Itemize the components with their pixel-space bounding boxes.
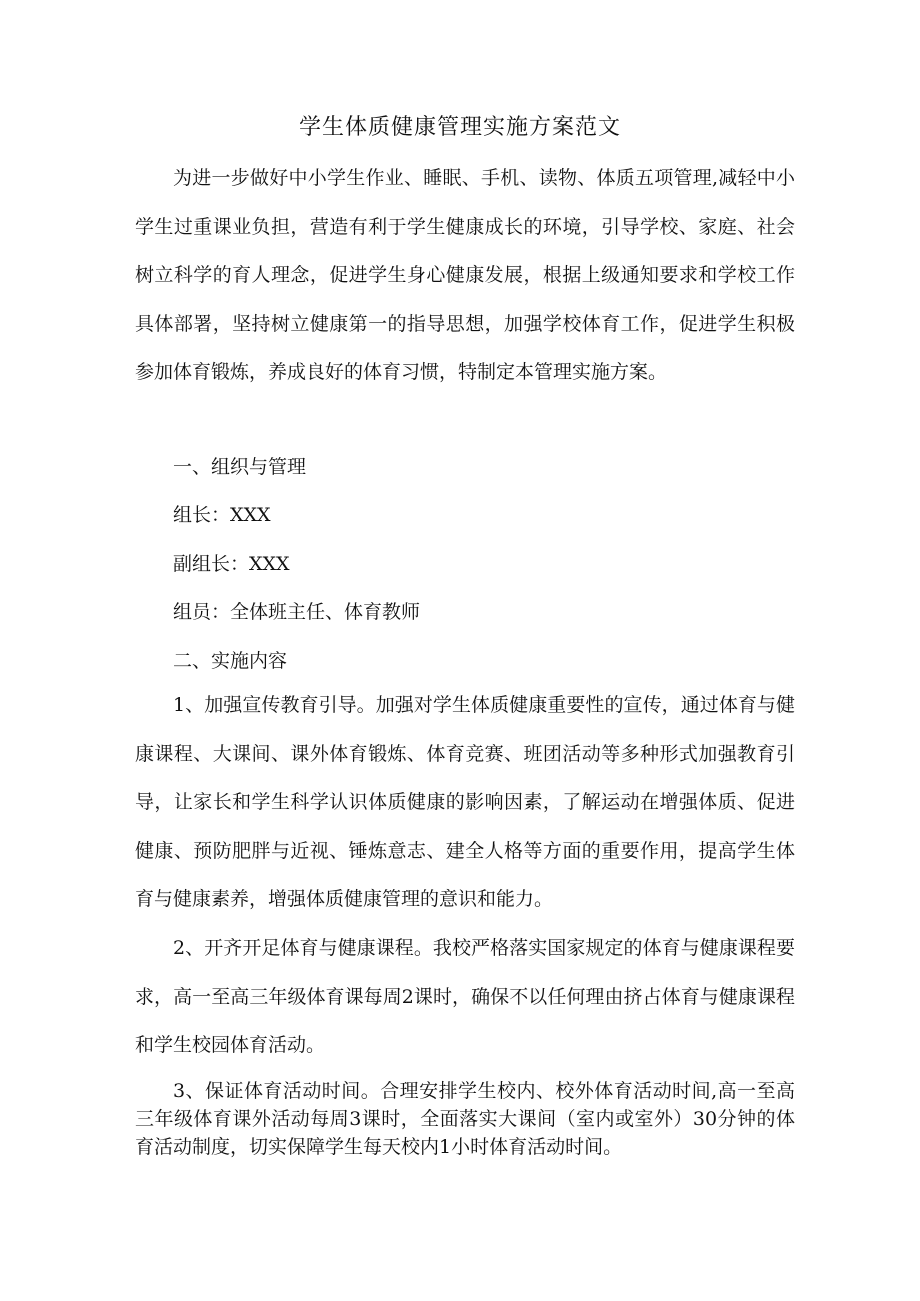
document-title: 学生体质健康管理实施方案范文 <box>298 115 621 140</box>
deputy-leader-line: 副组长：XXX <box>173 553 290 575</box>
item-2-paragraph: 2、开齐开足体育与健康课程。我校严格落实国家规定的体育与健康课程要求，高一至高三年级体育课每周2课时，确保不以任何理由挤占体育与健康课程和学生校园体育活动。 <box>135 937 795 1057</box>
section-heading-organization: 一、组织与管理 <box>173 456 307 478</box>
intro-paragraph: 为进一步做好中小学生作业、睡眠、手机、读物、体质五项管理,减轻中小学生过重课业负担，营造有利于学生健康成长的环境，引导学校、家庭、社会树立科学的育人理念，促进学生身心健康发展，根据上级通知要求和学校工作具体部署，坚持树立健康第一的指导思想，加强学校体育工作，促进学生积极参加体育锻炼，养成良好的体育习惯，特制定本管理实施方案。 <box>135 167 795 384</box>
item-1-paragraph: 1、加强宣传教育引导。加强对学生体质健康重要性的宣传，通过体育与健康课程、大课间、课外体育锻炼、体育竞赛、班团活动等多种形式加强教育引导，让家长和学生科学认识体质健康的影响因素，了解运动在增强体质、促进健康、预防肥胖与近视、锤炼意志、建全人格等方面的重要作用，提高学生体育与健康素养，增强体质健康管理的意识和能力。 <box>135 694 795 911</box>
section-heading-implementation: 二、实施内容 <box>173 650 288 672</box>
leader-line: 组长：XXX <box>173 504 271 526</box>
members-line: 组员：全体班主任、体育教师 <box>173 601 421 623</box>
item-3-paragraph: 3、保证体育活动时间。合理安排学生校内、校外体育活动时间,高一至高三年级体育课外活动每周3课时，全面落实大课间（室内或室外）30分钟的体育活动制度，切实保障学生每天校内1小时体育活动时间。 <box>135 1080 795 1158</box>
